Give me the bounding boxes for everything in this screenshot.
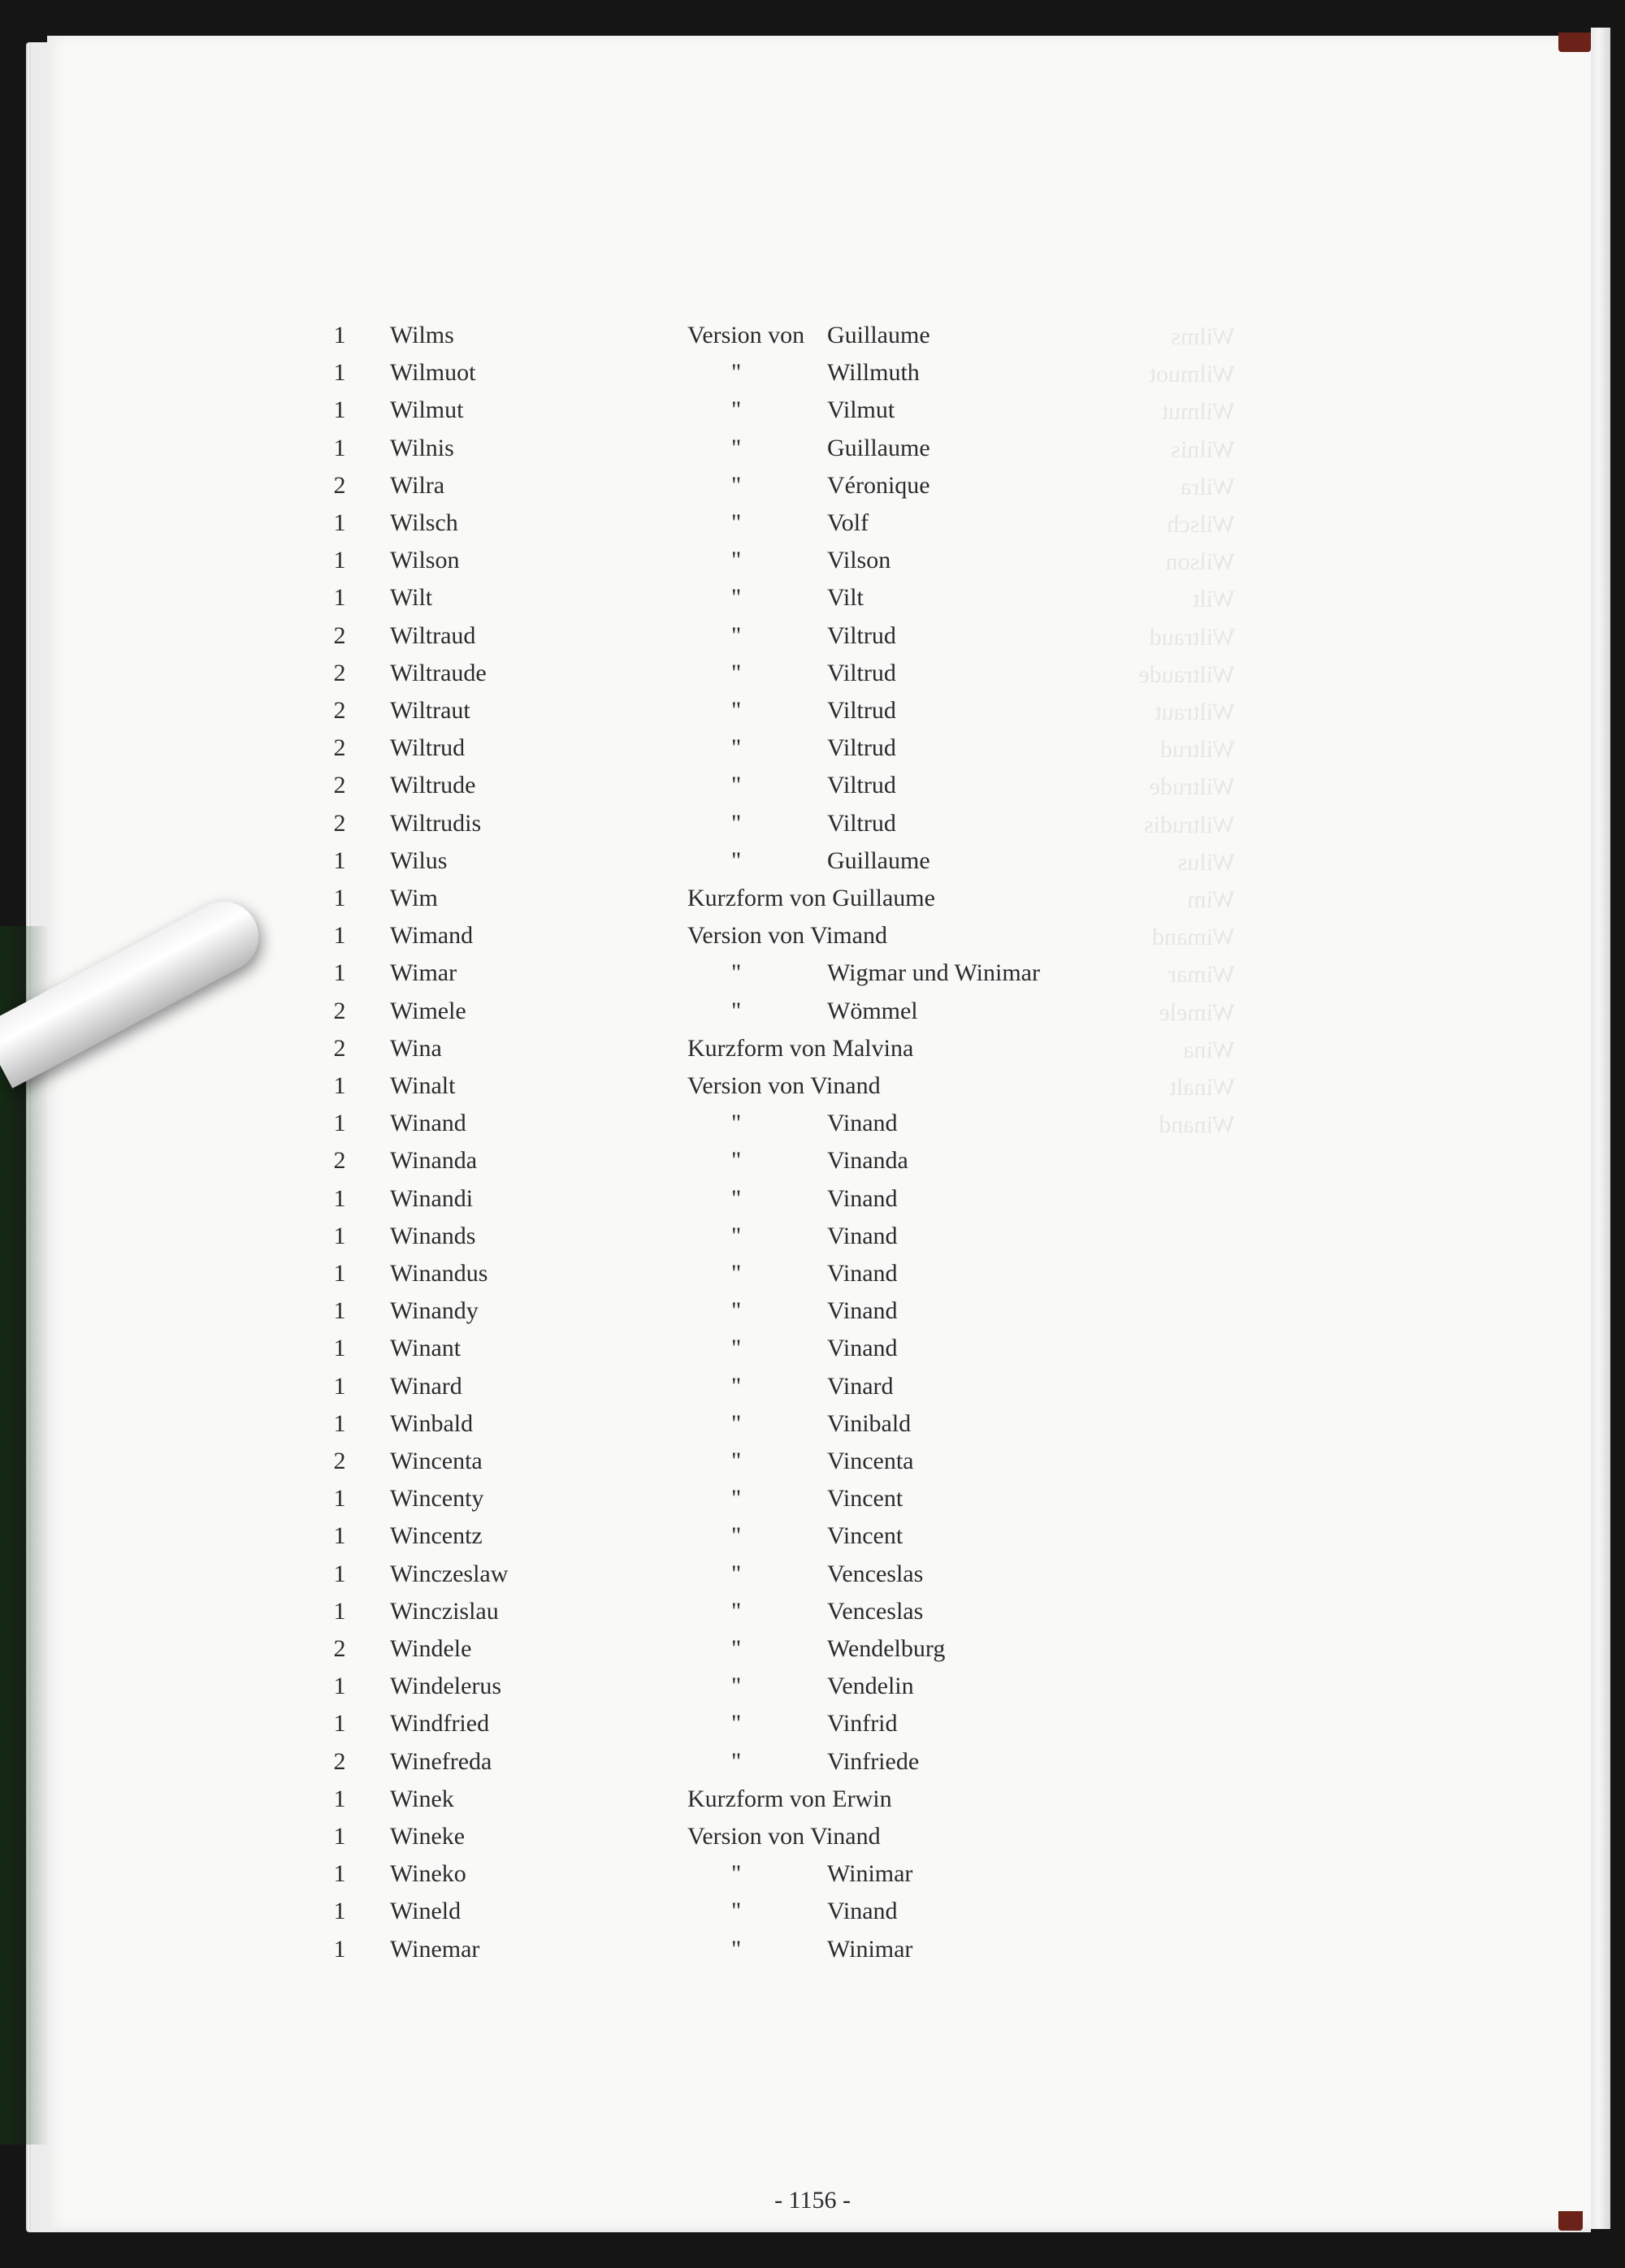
entry-name: Wiltraut [390, 697, 470, 724]
entry-reference: Vendelin [827, 1673, 914, 1700]
list-item [0, 767, 1625, 804]
entry-name: Wilsch [390, 509, 458, 536]
entry-count: 1 [333, 1560, 346, 1587]
entry-ditto-mark: " [731, 1372, 742, 1400]
entry-count: 1 [333, 1785, 346, 1812]
list-item [0, 655, 1625, 692]
entry-reference: Willmuth [827, 359, 920, 387]
entry-reference: Vinand [827, 1335, 898, 1362]
entry-reference: Viltrud [827, 809, 896, 837]
entry-ditto-mark: " [731, 659, 742, 686]
entry-count: 1 [333, 1935, 346, 1963]
entry-name: Wimar [390, 959, 457, 987]
entry-reference: Vilt [827, 584, 864, 612]
entry-reference: Wömmel [827, 997, 918, 1024]
list-item [0, 1855, 1625, 1893]
list-item [0, 579, 1625, 617]
background-shadow [0, 926, 49, 2145]
list-item [0, 617, 1625, 655]
entry-name: Winand [390, 1110, 466, 1137]
entry-reference: Viltrud [827, 621, 896, 649]
entry-count: 1 [333, 1597, 346, 1625]
entry-ditto-mark: " [731, 434, 742, 461]
entry-name: Wilson [390, 547, 460, 574]
list-item [0, 504, 1625, 542]
entry-count: 1 [333, 1485, 346, 1513]
entry-name: Winczislau [390, 1597, 499, 1625]
entry-name: Winant [390, 1335, 462, 1362]
entry-count: 1 [333, 1110, 346, 1137]
entry-ditto-mark: " [731, 959, 742, 987]
entry-ditto-mark: " [731, 697, 742, 724]
entry-description: Kurzform von Guillaume [687, 885, 935, 911]
entry-name: Winefreda [390, 1747, 492, 1775]
entry-count: 1 [333, 434, 346, 461]
entry-name: Wilt [390, 584, 433, 612]
entry-count: 1 [333, 1335, 346, 1362]
entry-count: 1 [333, 584, 346, 612]
entry-name: Wilmuot [390, 359, 476, 387]
list-item [0, 1030, 1625, 1067]
entry-count: 1 [333, 1673, 346, 1700]
entry-reference: Wigmar und Winimar [827, 959, 1040, 987]
entry-ditto-mark: " [731, 1710, 742, 1738]
entry-name: Wilus [390, 846, 448, 874]
entry-name: Wiltraude [390, 659, 487, 686]
entry-reference: Wendelburg [827, 1635, 946, 1662]
entry-reference: Guillaume [827, 846, 930, 874]
entry-name: Wilms [390, 322, 454, 348]
entry-count: 1 [333, 1222, 346, 1249]
list-item [0, 1630, 1625, 1668]
entry-ditto-mark: " [731, 1522, 742, 1550]
entry-ditto-mark: " [731, 1898, 742, 1925]
entry-description: Version von Vinand [687, 1072, 881, 1099]
entry-ditto-mark: " [731, 509, 742, 536]
entry-reference: Vinand [827, 1110, 898, 1137]
entry-reference: Vilmut [827, 396, 895, 424]
list-item [0, 1593, 1625, 1630]
entry-ditto-mark: " [731, 1560, 742, 1587]
list-item [0, 467, 1625, 504]
entry-count: 1 [333, 1823, 346, 1850]
entry-name: Wiltraud [390, 621, 476, 649]
entry-count: 2 [333, 471, 346, 499]
entry-count: 1 [333, 396, 346, 424]
entry-reference: Vinand [827, 1898, 898, 1925]
entry-count: 1 [333, 322, 346, 348]
entry-description: Kurzform von Malvina [687, 1034, 914, 1062]
entry-ditto-mark: " [731, 1597, 742, 1625]
list-item [0, 1142, 1625, 1179]
entry-name: Wincenty [390, 1485, 484, 1513]
entry-ditto-mark: " [731, 471, 742, 499]
entry-name: Winandy [390, 1297, 479, 1325]
entry-ditto-mark: " [731, 1409, 742, 1437]
entry-name: Winands [390, 1222, 476, 1249]
entry-reference: Viltrud [827, 697, 896, 724]
list-item [0, 1292, 1625, 1330]
entry-count: 1 [333, 1372, 346, 1400]
entry-ditto-mark: " [731, 1935, 742, 1963]
entry-reference: Vinand [827, 1260, 898, 1287]
entry-count: 2 [333, 1448, 346, 1474]
entry-name: Wiltrud [390, 734, 466, 762]
entry-count: 2 [333, 1635, 346, 1662]
entry-ditto-mark: " [731, 1260, 742, 1287]
entry-ditto-mark: " [731, 396, 742, 424]
list-item [0, 430, 1625, 467]
entry-ditto-mark: " [731, 547, 742, 574]
entry-ditto-mark: " [731, 997, 742, 1024]
entry-name: Wimele [390, 997, 466, 1024]
entry-count: 2 [333, 997, 346, 1024]
entry-reference: Venceslas [827, 1597, 924, 1625]
entry-reference: Viltrud [827, 659, 896, 686]
entry-count: 1 [333, 1898, 346, 1925]
entry-name: Winbald [390, 1409, 474, 1437]
entry-name: Winek [390, 1785, 454, 1812]
entry-name: Winandi [390, 1184, 474, 1212]
list-item [0, 1931, 1625, 1968]
entry-name: Wina [390, 1034, 442, 1062]
entry-ditto-mark: " [731, 359, 742, 387]
list-item [0, 692, 1625, 729]
entry-name: Wilnis [390, 434, 454, 461]
entry-name: Winandus [390, 1260, 488, 1287]
entry-name: Wim [390, 885, 438, 911]
list-item [0, 805, 1625, 842]
entry-reference: Véronique [827, 471, 930, 499]
entry-reference: Volf [827, 509, 869, 536]
entry-name: Wincenta [390, 1448, 483, 1474]
entry-count: 2 [333, 621, 346, 649]
list-item [0, 1067, 1625, 1105]
entry-name: Wiltrudis [390, 809, 482, 837]
entry-name: Wineke [390, 1823, 466, 1850]
entry-reference: Viltrud [827, 734, 896, 762]
entry-ditto-mark: " [731, 621, 742, 649]
list-item [0, 1368, 1625, 1405]
entry-reference: Guillaume [827, 434, 930, 461]
list-item [0, 1218, 1625, 1255]
entry-name: Winanda [390, 1147, 478, 1175]
entry-count: 1 [333, 1710, 346, 1738]
list-item [0, 1705, 1625, 1742]
page-number: - 1156 - [774, 2187, 851, 2214]
entry-ditto-mark: " [731, 1485, 742, 1513]
entry-ditto-mark: " [731, 809, 742, 837]
entry-count: 1 [333, 1072, 346, 1099]
list-item [0, 1556, 1625, 1593]
entry-count: 2 [333, 809, 346, 837]
entry-name: Winemar [390, 1935, 480, 1963]
entry-name: Wineld [390, 1898, 462, 1925]
entry-count: 1 [333, 1860, 346, 1888]
entry-count: 2 [333, 659, 346, 686]
list-item [0, 1405, 1625, 1443]
entry-ditto-mark: " [731, 1184, 742, 1212]
entry-reference: Vinard [827, 1372, 894, 1400]
list-item [0, 1781, 1625, 1818]
entry-reference: Vinibald [827, 1409, 912, 1437]
entry-reference: Winimar [827, 1860, 913, 1888]
entry-reference: Vinanda [827, 1147, 908, 1175]
entry-reference: Vinfriede [827, 1747, 920, 1775]
list-item [0, 1517, 1625, 1555]
entry-count: 1 [333, 1297, 346, 1325]
entry-ditto-mark: " [731, 1747, 742, 1775]
entry-count: 2 [333, 1747, 346, 1775]
entry-ditto-mark: " [731, 1297, 742, 1325]
list-item [0, 729, 1625, 767]
entry-count: 1 [333, 509, 346, 536]
entry-name: Wimand [390, 922, 474, 950]
entry-reference: Guillaume [827, 322, 930, 348]
list-item [0, 1443, 1625, 1480]
entry-ditto-mark: " [731, 1147, 742, 1175]
entry-name: Winard [390, 1372, 462, 1400]
list-item [0, 1668, 1625, 1705]
entry-count: 1 [333, 959, 346, 987]
entry-count: 2 [333, 1034, 346, 1062]
entry-reference: Venceslas [827, 1560, 924, 1587]
entry-reference: Winimar [827, 1935, 913, 1963]
entry-count: 2 [333, 772, 346, 799]
list-item [0, 392, 1625, 429]
entry-ditto-mark: " [731, 734, 742, 762]
list-item [0, 542, 1625, 579]
entry-reference: Vinand [827, 1222, 898, 1249]
entry-reference: Vinand [827, 1297, 898, 1325]
entry-name: Wineko [390, 1860, 466, 1888]
list-item [0, 842, 1625, 880]
entry-count: 1 [333, 547, 346, 574]
entry-description: Kurzform von Erwin [687, 1785, 892, 1812]
entry-count: 1 [333, 1184, 346, 1212]
entry-count: 1 [333, 922, 346, 950]
list-item [0, 1893, 1625, 1930]
list-item [0, 1818, 1625, 1855]
entry-description: Version von [687, 322, 805, 348]
entry-ditto-mark: " [731, 1222, 742, 1249]
entry-ditto-mark: " [731, 846, 742, 874]
entry-reference: Vincent [827, 1522, 904, 1550]
entry-count: 1 [333, 1260, 346, 1287]
entry-reference: Vinfrid [827, 1710, 898, 1738]
entry-name: Winczeslaw [390, 1560, 509, 1587]
list-item [0, 993, 1625, 1030]
entry-name: Wilmut [390, 396, 464, 424]
entry-reference: Vilson [827, 547, 891, 574]
entry-reference: Vinand [827, 1184, 898, 1212]
entry-ditto-mark: " [731, 1673, 742, 1700]
entry-count: 2 [333, 697, 346, 724]
list-item [0, 1743, 1625, 1781]
entry-description: Version von Vinand [687, 1823, 881, 1850]
list-item [0, 317, 1625, 354]
entry-ditto-mark: " [731, 1635, 742, 1662]
entry-count: 1 [333, 1522, 346, 1550]
entry-count: 1 [333, 846, 346, 874]
entry-ditto-mark: " [731, 1860, 742, 1888]
entry-count: 2 [333, 1147, 346, 1175]
entry-ditto-mark: " [731, 1335, 742, 1362]
entry-count: 1 [333, 885, 346, 911]
entry-ditto-mark: " [731, 1448, 742, 1474]
list-item [0, 1480, 1625, 1517]
entry-name: Wilra [390, 471, 445, 499]
entry-name: Windele [390, 1635, 472, 1662]
list-item [0, 1180, 1625, 1218]
entry-ditto-mark: " [731, 772, 742, 799]
entry-count: 1 [333, 1409, 346, 1437]
entry-reference: Viltrud [827, 772, 896, 799]
entry-count: 1 [333, 359, 346, 387]
entry-reference: Vincent [827, 1485, 904, 1513]
entry-name: Wiltrude [390, 772, 476, 799]
list-item [0, 1330, 1625, 1367]
list-item [0, 1255, 1625, 1292]
entry-reference: Vincenta [827, 1448, 914, 1474]
entry-ditto-mark: " [731, 1110, 742, 1137]
entry-name: Winalt [390, 1072, 456, 1099]
list-item [0, 354, 1625, 392]
list-item [0, 1105, 1625, 1142]
entry-name: Windelerus [390, 1673, 502, 1700]
entry-name: Windfried [390, 1710, 490, 1738]
entry-ditto-mark: " [731, 584, 742, 612]
entry-description: Version von Vimand [687, 922, 887, 950]
entry-count: 2 [333, 734, 346, 762]
entry-name: Wincentz [390, 1522, 483, 1550]
